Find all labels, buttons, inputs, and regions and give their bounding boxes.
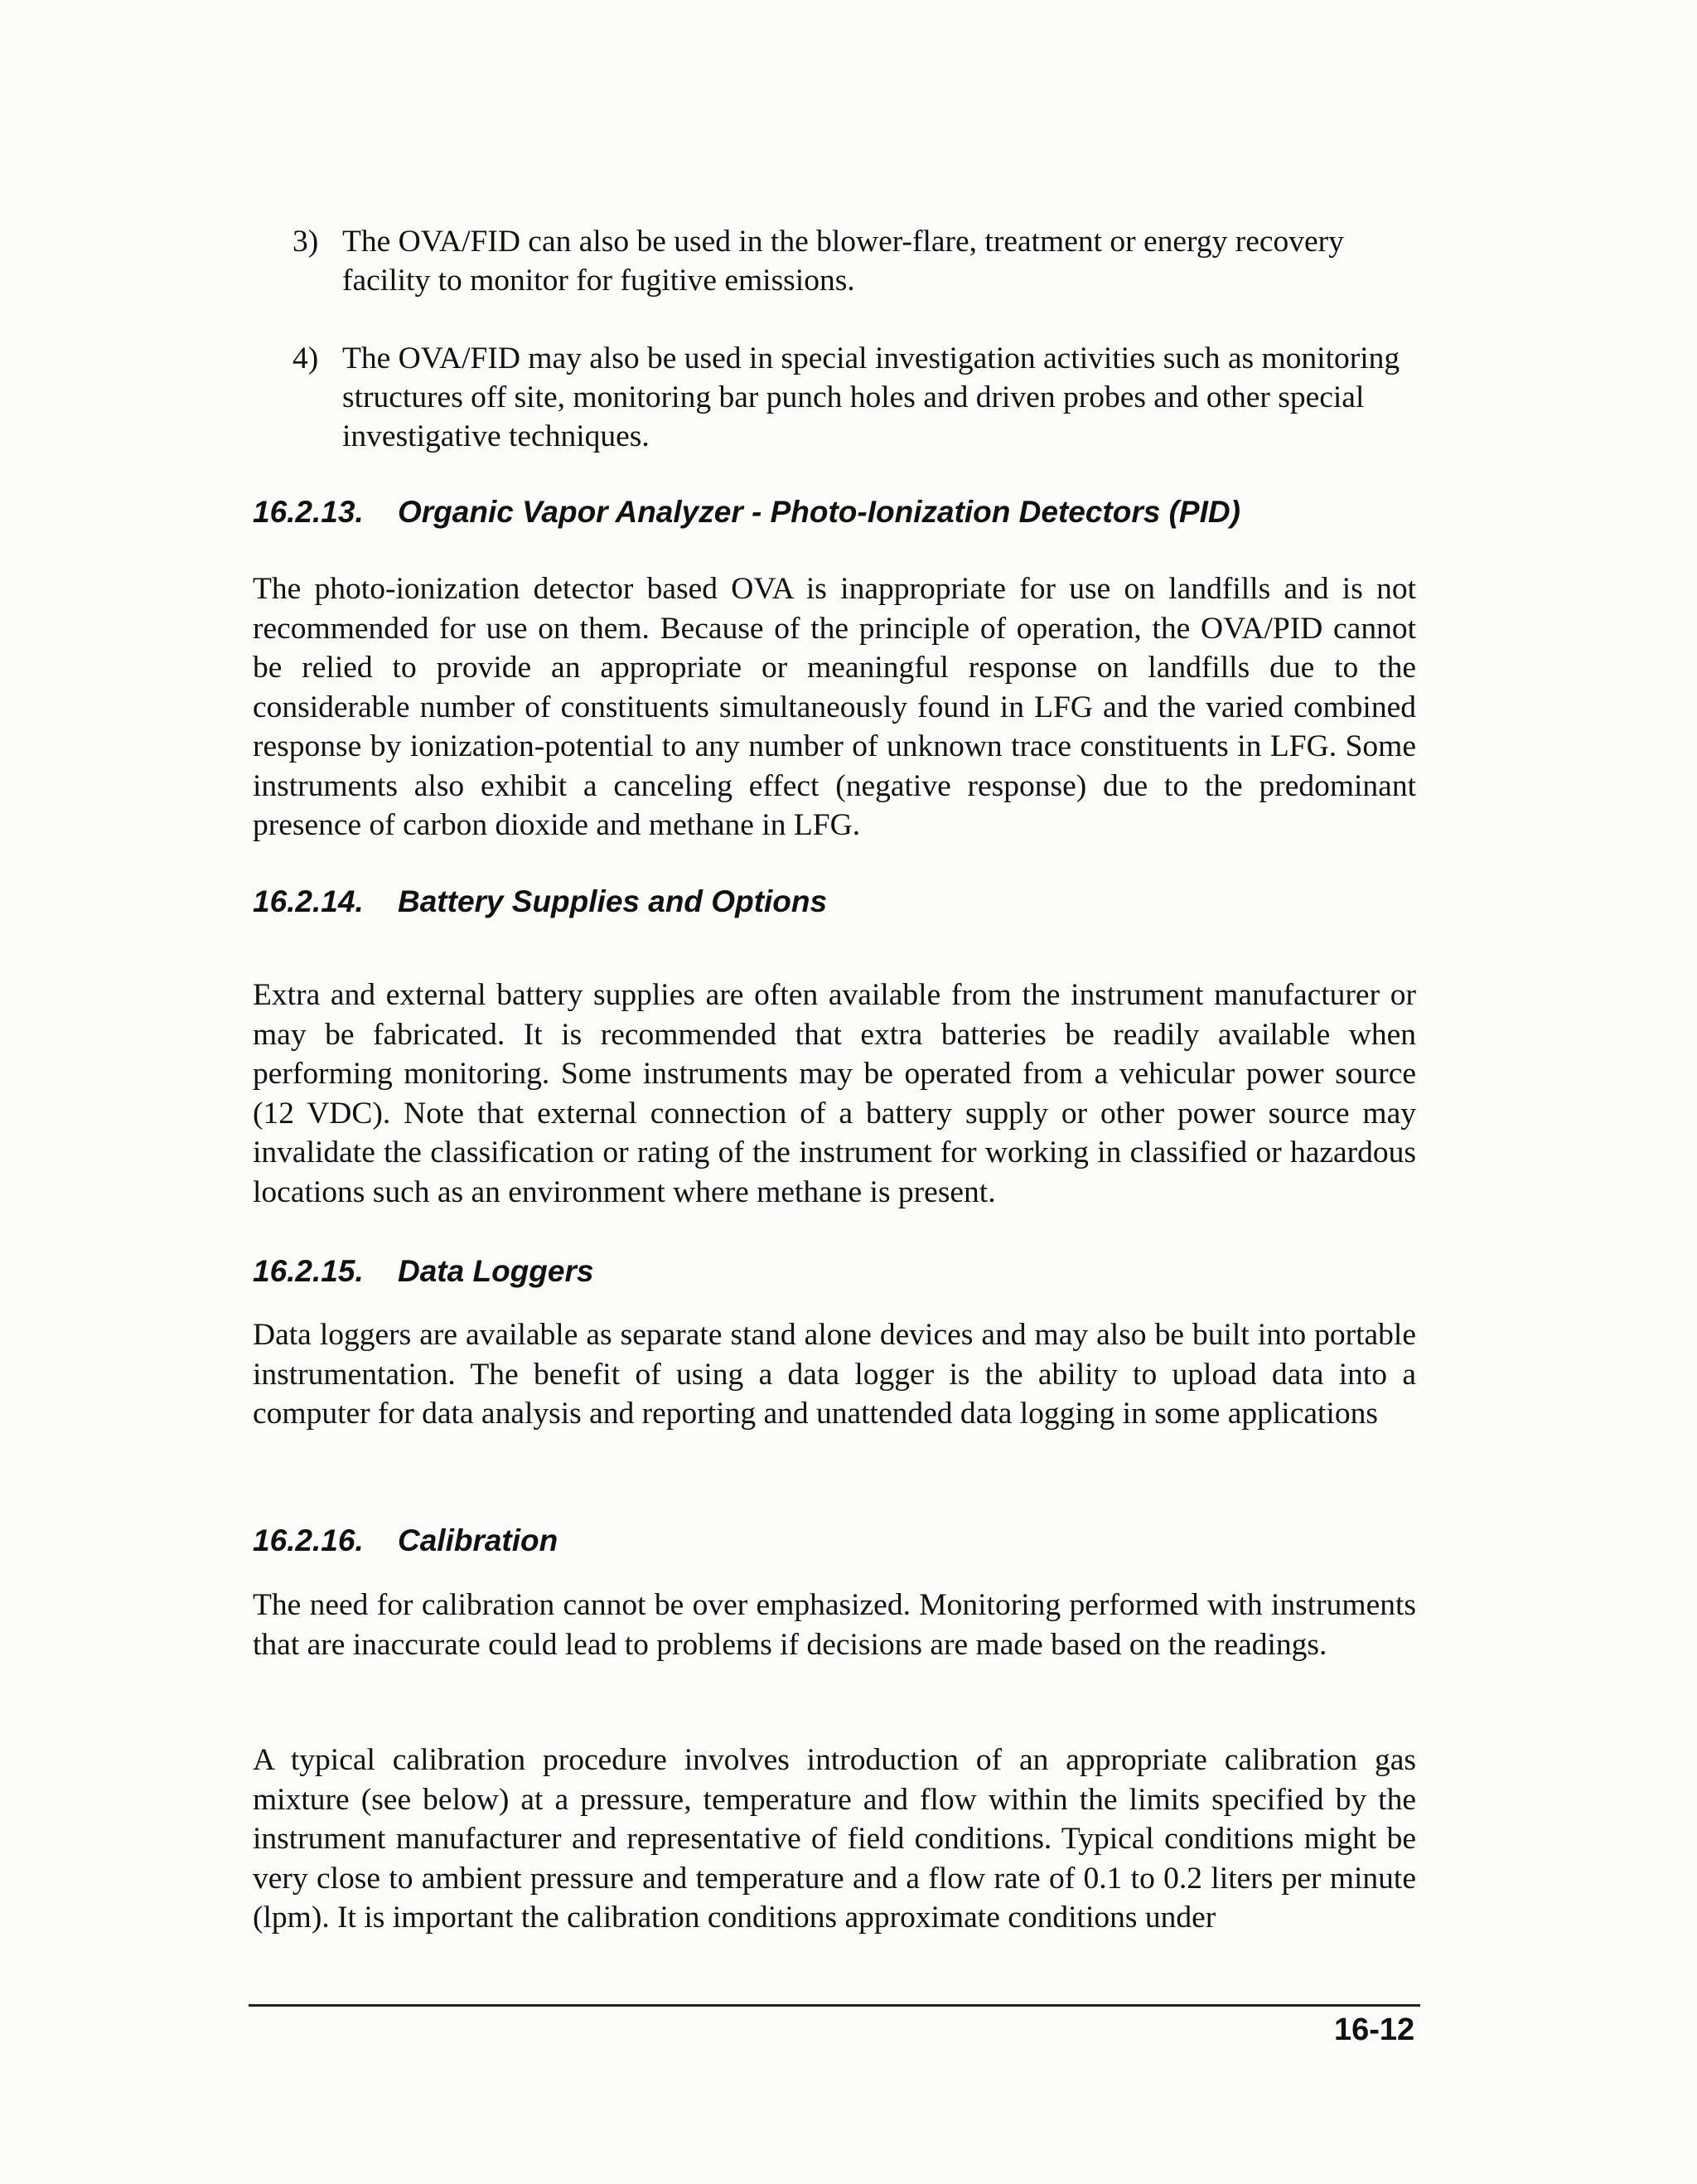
footer-rule [249,2004,1420,2007]
page-number: 16-12 [1334,2012,1415,2047]
section-heading [253,495,1240,530]
section-number: 16.2.14. [253,884,364,918]
section-title: Data Loggers [398,1254,594,1288]
section-heading [253,884,827,919]
paragraph: Extra and external battery supplies are often available from the instrument manufacturer or may be fabricated. It is recommended that extra batteries be readily available when performing monitoring. Some instruments may be operated from a vehicular power source (12 VDC). Note that external connection of a battery supply or other power source may invalidate the classification or rating of the instrument for working in classified or hazardous locations such as an environment where methane is present. [253,978,1416,1209]
section-title: Calibration [398,1523,558,1557]
section-heading [253,1523,558,1558]
list-item [293,222,1416,300]
section-number: 16.2.16. [253,1523,364,1557]
section-title: Battery Supplies and Options [398,884,828,918]
paragraph: A typical calibration procedure involves introduction of an appropriate calibration gas mixture (see below) at a pressure, temperature and flow within the limits specified by the instrument manufacturer and representative of field conditions. Typical conditions might be very close to ambient pressure and temperature and a flow rate of 0.1 to 0.2 liters per minute (lpm). It is important the calibration conditions approximate conditions under [253,1743,1416,1935]
section-number: 16.2.13. [253,495,364,529]
list-item-text: The OVA/FID can also be used in the blower-flare, treatment or energy recovery facility to monitor for fugitive emissions. [342,225,1344,298]
list-item-number: 4) [293,341,319,375]
list-item [293,339,1416,456]
list-item-number: 3) [293,225,319,259]
list-item-text: The OVA/FID may also be used in special investigation activities such as monitoring structures off site, monitoring bar punch holes and driven probes and other special investigative techniques. [342,341,1400,453]
section-number: 16.2.15. [253,1254,364,1288]
paragraph: The need for calibration cannot be over emphasized. Monitoring performed with instruments that are inaccurate could lead to problems if decisions are made based on the readings. [253,1588,1416,1662]
section-heading [253,1254,593,1289]
paragraph: The photo-ionization detector based OVA is inappropriate for use on landfills and is not recommended for use on them. Because of the principle of operation, the OVA/PID cannot be relied to provide an appropriate or meaningful response on landfills due to the considerable number of constituents simultaneously found in LFG and the varied combined response by ionization-potential to any number of unknown trace constituents in LFG. Some instruments also exhibit a canceling effect (negative response) due to the predominant presence of carbon dioxide and methane in LFG. [253,572,1416,842]
paragraph: Data loggers are available as separate stand alone devices and may also be built into portable instrumentation. The benefit of using a data logger is the ability to upload data into a computer for data analysis and reporting and unattended data logging in some applications [253,1318,1416,1431]
section-title: Organic Vapor Analyzer - Photo-Ionization Detectors (PID) [398,495,1240,529]
